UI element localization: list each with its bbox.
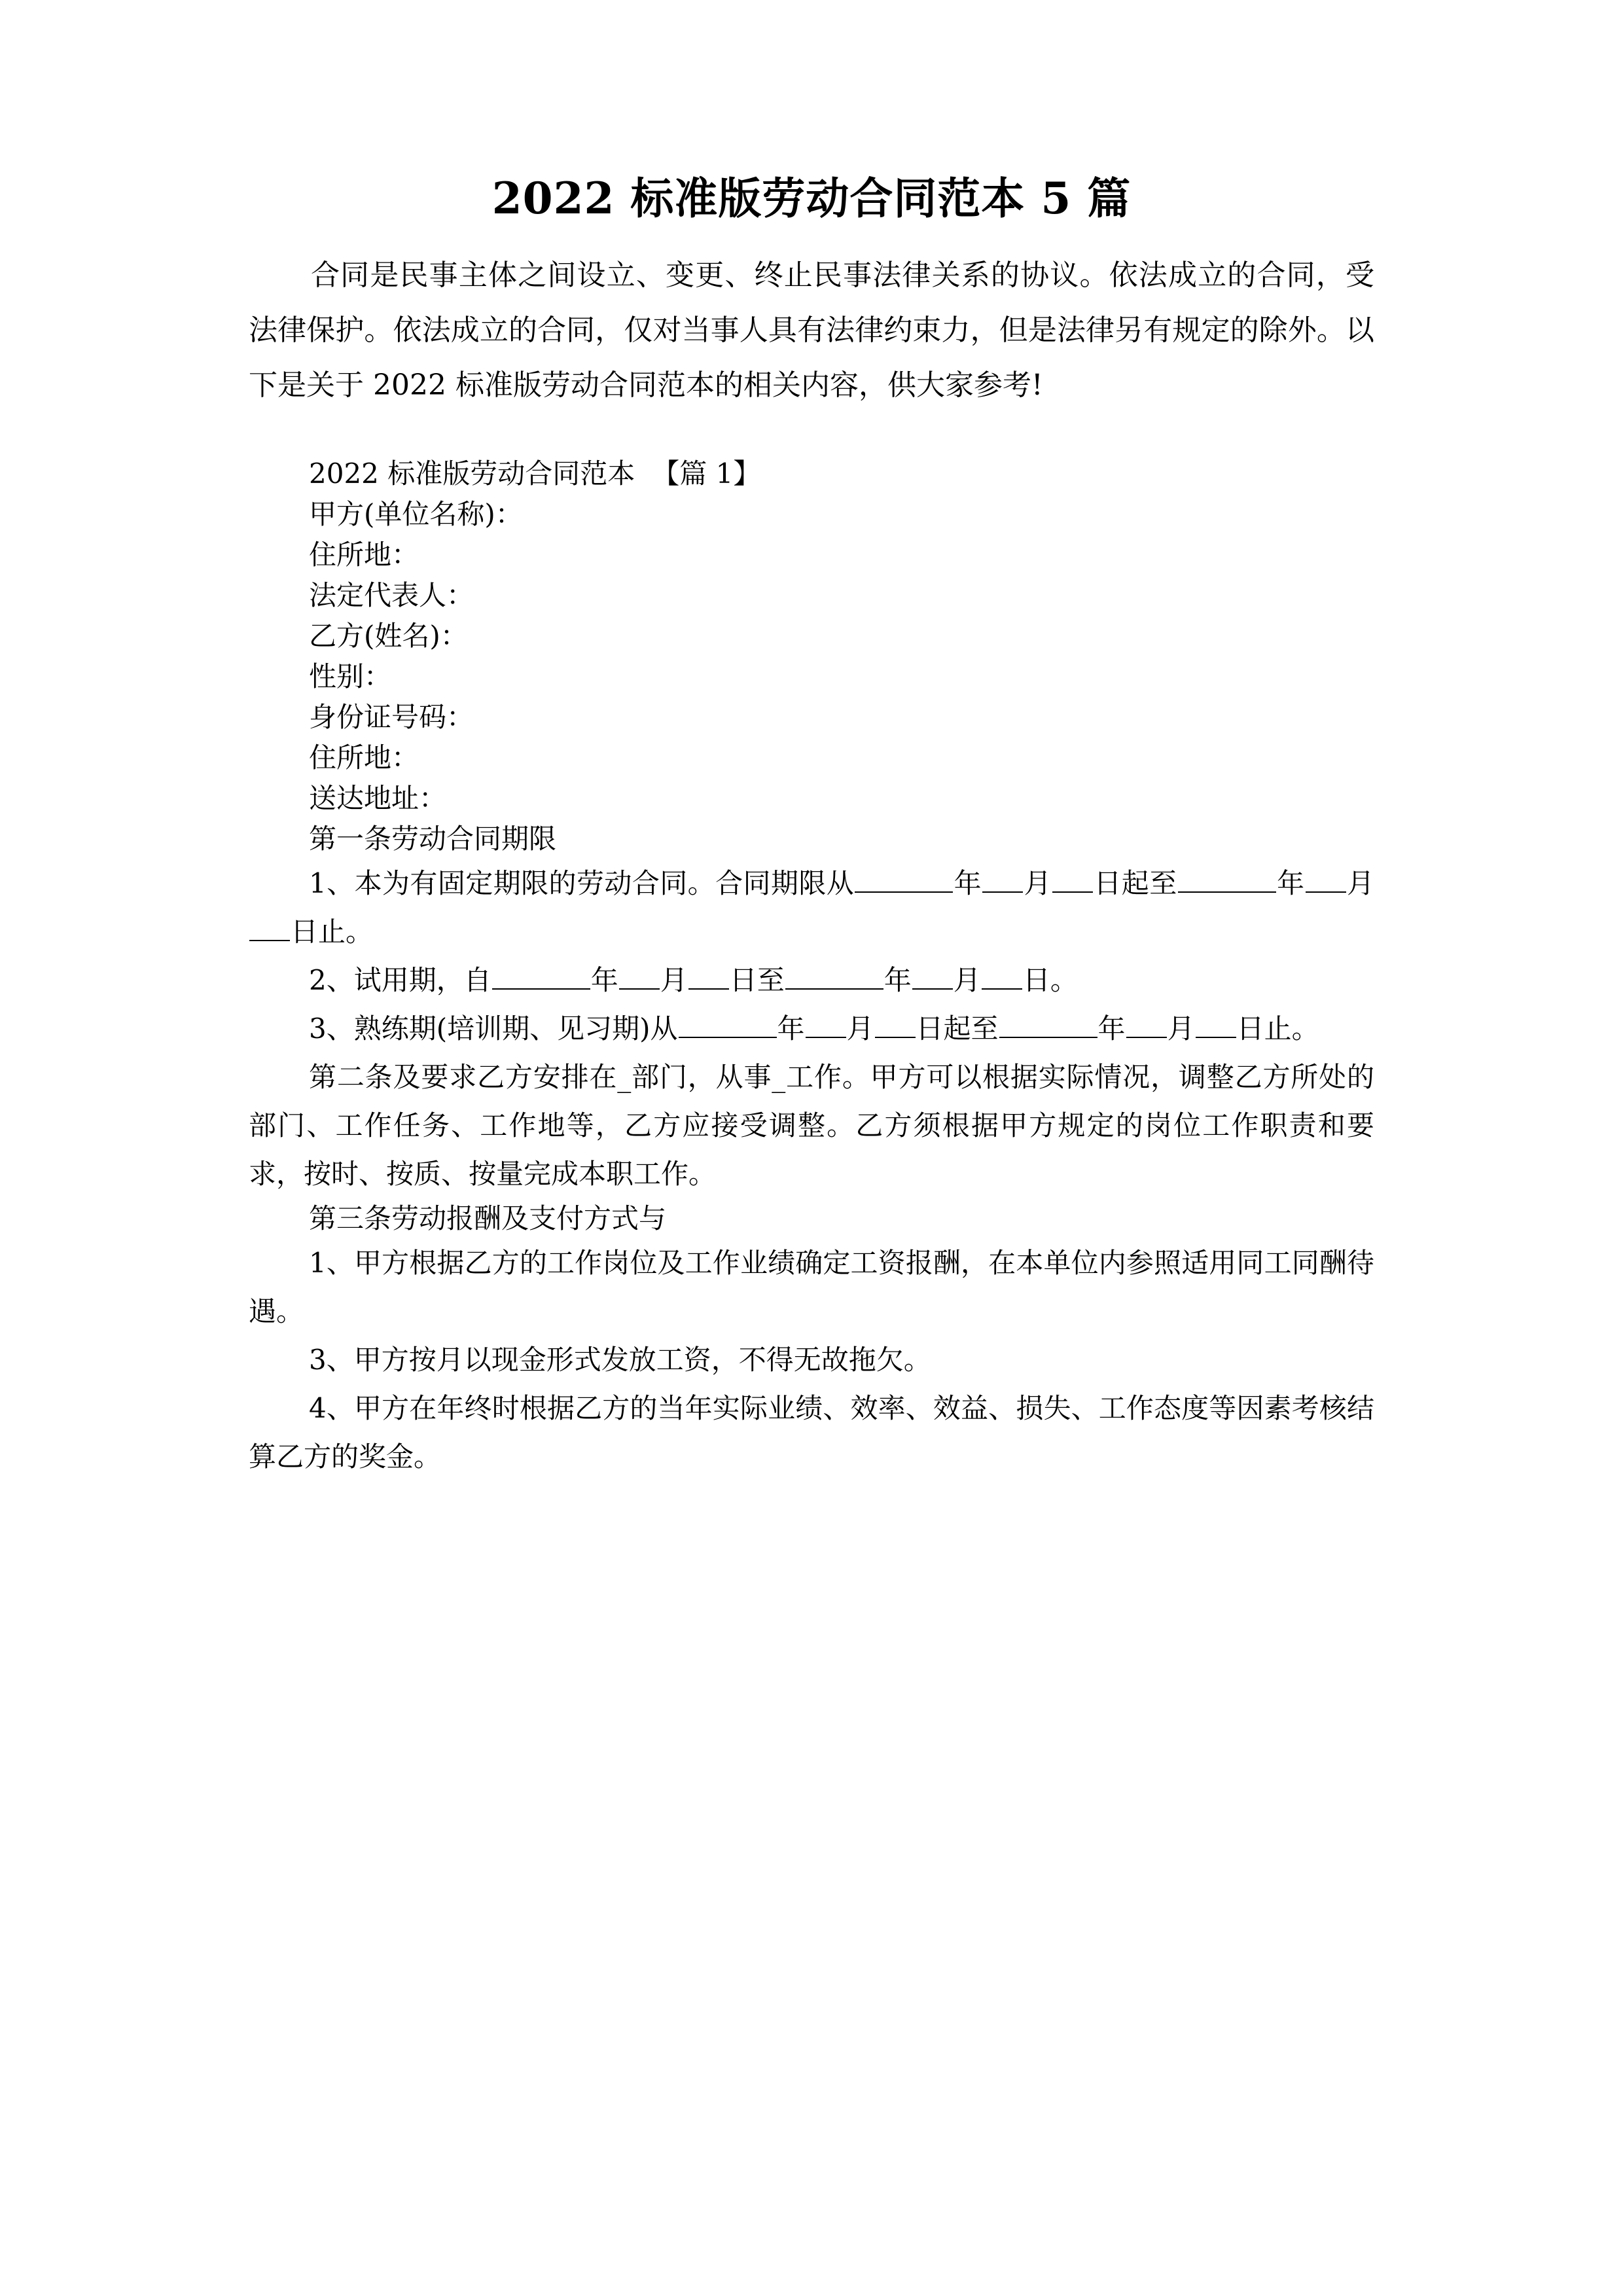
field-legal-representative: 法定代表人： xyxy=(309,579,474,611)
item2-text-b: 年 xyxy=(590,963,618,996)
article-three-item-1: 1、甲方根据乙方的工作岗位及工作业绩确定工资报酬，在本单位内参照适用同工同酬待遇。 xyxy=(249,1246,1374,1327)
item3-text-c: 月 xyxy=(846,1012,874,1045)
field-delivery-address: 送达地址： xyxy=(309,781,447,814)
item2-text-f: 月 xyxy=(953,963,981,996)
page-title: 2022 标准版劳动合同范本 5 篇 xyxy=(491,173,1132,224)
blank-training-month-end[interactable] xyxy=(1126,1011,1167,1038)
item1-text-e: 年 xyxy=(1276,867,1305,899)
item3-text-g: 日止。 xyxy=(1236,1012,1319,1045)
item3-text-f: 月 xyxy=(1167,1012,1195,1045)
item2-text-a: 2、试用期，自 xyxy=(309,963,491,996)
article-one-item-2 xyxy=(249,956,1374,1005)
blank-year-end[interactable] xyxy=(1178,866,1276,893)
blank-probation-year-end[interactable] xyxy=(785,963,883,990)
item1-text-a: 1、本为有固定期限的劳动合同。合同期限从 xyxy=(309,867,855,899)
item3-text-a: 3、熟练期(培训期、见习期)从 xyxy=(309,1012,678,1045)
blank-probation-month-start[interactable] xyxy=(619,963,660,990)
item1-text-g: 日止。 xyxy=(291,915,374,948)
article-one-heading: 第一条劳动合同期限 xyxy=(309,822,557,855)
blank-training-day-end[interactable] xyxy=(1196,1011,1236,1038)
blank-month-end[interactable] xyxy=(1306,866,1346,893)
field-party-b-address: 住所地： xyxy=(309,741,419,774)
article-three-item-3: 3、甲方按月以现金形式发放工资，不得无故拖欠。 xyxy=(309,1343,931,1376)
blank-day-start[interactable] xyxy=(1052,866,1093,893)
blank-year-start[interactable] xyxy=(855,866,953,893)
intro-paragraph: 合同是民事主体之间设立、变更、终止民事法律关系的协议。依法成立的合同，受法律保护。依法成立的合同，仅对当事人具有法律约束力，但是法律另有规定的除外。以下是关于 2022 标准版劳动合同范本的相关内容，供大家参考! xyxy=(249,258,1374,402)
contract-body xyxy=(249,413,1374,1481)
article-one-item-3 xyxy=(249,1005,1374,1053)
item3-text-e: 年 xyxy=(1097,1012,1126,1045)
section-heading-text: 2022 标准版劳动合同范本 xyxy=(309,457,635,490)
field-id-number: 身份证号码： xyxy=(309,700,474,733)
blank-probation-month-end[interactable] xyxy=(912,963,953,990)
field-gender: 性别： xyxy=(309,660,392,692)
section-heading-line xyxy=(249,454,1374,494)
field-party-a-address: 住所地： xyxy=(309,538,419,571)
section-label: 【篇 1】 xyxy=(652,457,761,490)
item3-text-b: 年 xyxy=(777,1012,805,1045)
blank-day-end[interactable] xyxy=(249,914,290,941)
blank-training-year-start[interactable] xyxy=(679,1011,777,1038)
item1-text-b: 年 xyxy=(954,867,982,899)
item2-text-c: 月 xyxy=(660,963,688,996)
blank-month-start[interactable] xyxy=(982,866,1023,893)
item2-text-e: 年 xyxy=(883,963,912,996)
item2-text-d: 日至 xyxy=(729,963,785,996)
article-two-paragraph: 第二条及要求乙方安排在_部门，从事_工作。甲方可以根据实际情况，调整乙方所处的部门、工作任务、工作地等，乙方应接受调整。乙方须根据甲方规定的岗位工作职责和要求，按时、按质、按量完成本职工作。 xyxy=(249,1060,1374,1190)
item3-text-d: 日起至 xyxy=(916,1012,999,1045)
item2-text-g: 日。 xyxy=(1022,963,1078,996)
item1-text-f: 月 xyxy=(1346,867,1374,899)
article-three-heading: 第三条劳动报酬及支付方式与 xyxy=(309,1202,667,1234)
blank-training-day-start[interactable] xyxy=(875,1011,916,1038)
article-one-item-1 xyxy=(249,859,1374,956)
field-party-a-name: 甲方(单位名称)： xyxy=(309,497,523,530)
blank-training-year-end[interactable] xyxy=(999,1011,1097,1038)
field-party-b-name: 乙方(姓名)： xyxy=(309,619,468,652)
blank-probation-day-start[interactable] xyxy=(688,963,729,990)
blank-training-month-start[interactable] xyxy=(806,1011,846,1038)
item1-text-c: 月 xyxy=(1024,867,1052,899)
blank-probation-year-start[interactable] xyxy=(492,963,590,990)
blank-probation-day-end[interactable] xyxy=(982,963,1022,990)
article-three-item-4: 4、甲方在年终时根据乙方的当年实际业绩、效率、效益、损失、工作态度等因素考核结算乙方的奖金。 xyxy=(249,1391,1374,1473)
item1-text-d: 日起至 xyxy=(1093,867,1177,899)
